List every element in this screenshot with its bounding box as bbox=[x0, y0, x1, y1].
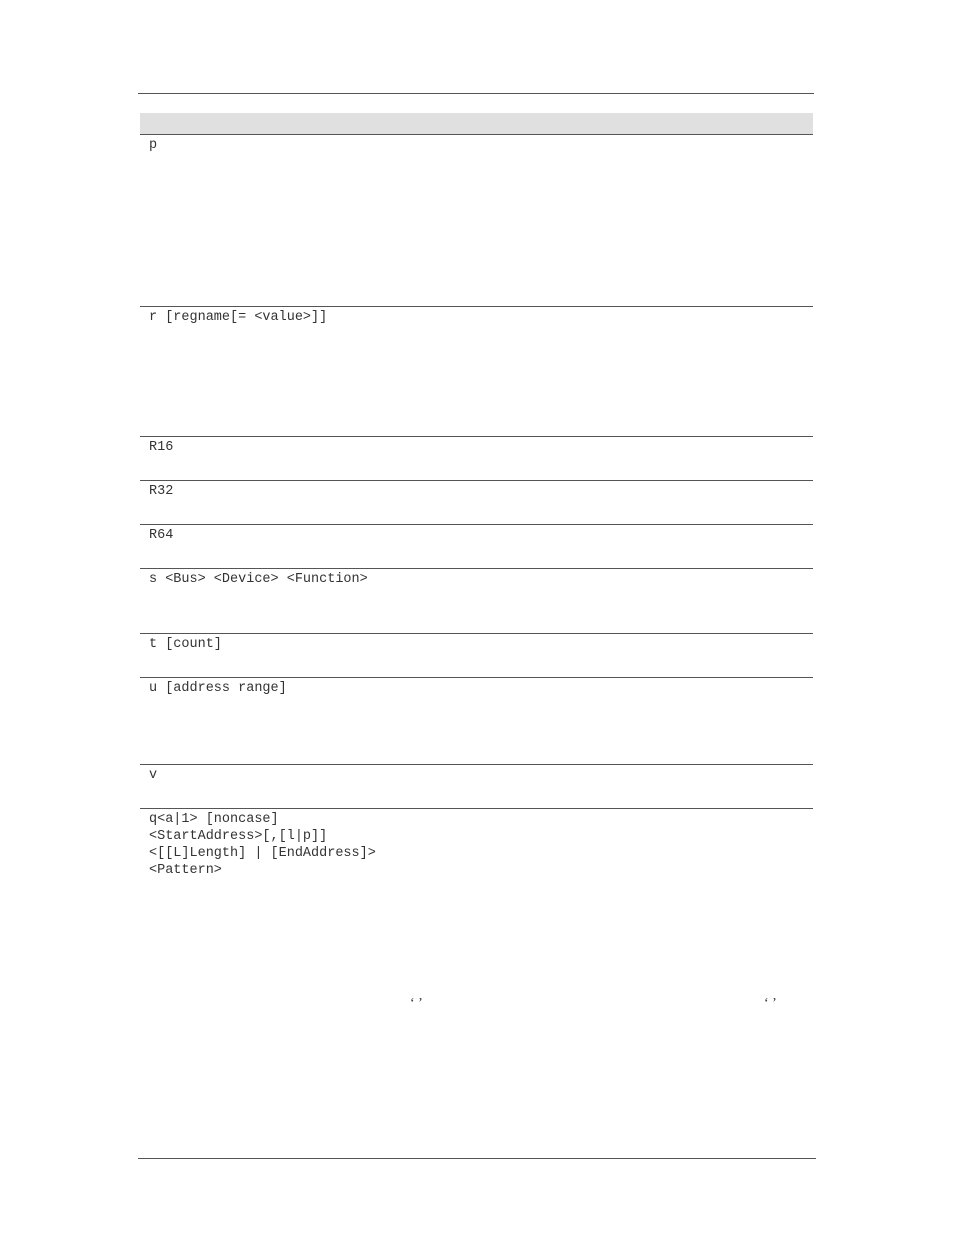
table-row bbox=[140, 134, 813, 307]
row-divider bbox=[140, 306, 813, 307]
row-divider bbox=[140, 677, 813, 678]
quote-marks: ‘ ’ bbox=[764, 996, 777, 1011]
table-row bbox=[140, 808, 813, 1028]
row-divider bbox=[140, 568, 813, 569]
table-row bbox=[140, 764, 813, 808]
table-row bbox=[140, 480, 813, 524]
command-text: q<a|1> [noncase] <StartAddress>[,[l|p]] <[[L]Length] | [EndAddress]> <Pattern> bbox=[149, 812, 376, 878]
table-row bbox=[140, 524, 813, 568]
table-row bbox=[140, 633, 813, 677]
command-text: v bbox=[149, 768, 158, 783]
top-rule bbox=[138, 93, 814, 94]
command-text: R32 bbox=[149, 484, 174, 499]
table-row bbox=[140, 677, 813, 764]
command-text: r [regname[= <value>]] bbox=[149, 310, 328, 325]
command-text: p bbox=[149, 138, 158, 153]
row-divider bbox=[140, 764, 813, 765]
row-divider bbox=[140, 808, 813, 809]
command-text: R64 bbox=[149, 528, 174, 543]
footer-rule bbox=[138, 1158, 816, 1159]
command-text: u [address range] bbox=[149, 681, 287, 696]
command-text: t [count] bbox=[149, 637, 222, 652]
table-row bbox=[140, 306, 813, 436]
row-divider bbox=[140, 436, 813, 437]
row-divider bbox=[140, 134, 813, 135]
table-row bbox=[140, 568, 813, 633]
command-text: s <Bus> <Device> <Function> bbox=[149, 572, 368, 587]
table-row bbox=[140, 436, 813, 480]
row-divider bbox=[140, 524, 813, 525]
row-divider bbox=[140, 633, 813, 634]
quote-marks: ‘ ’ bbox=[410, 996, 423, 1011]
command-text: R16 bbox=[149, 440, 174, 455]
table-header bbox=[140, 113, 813, 134]
row-divider bbox=[140, 480, 813, 481]
